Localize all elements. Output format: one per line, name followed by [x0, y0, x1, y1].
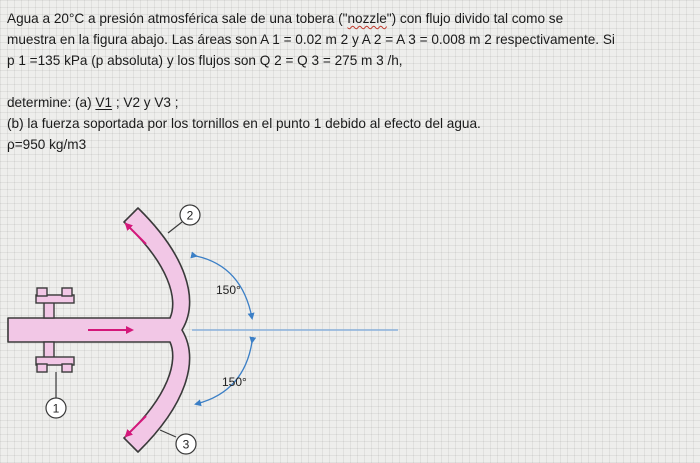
- lower-flange: [36, 342, 74, 372]
- upper-angle-label: 150°: [216, 283, 241, 297]
- problem-line-3: p 1 =135 kPa (p absoluta) y los flujos son Q 2 = Q 3 = 275 m 3 /h,: [7, 53, 403, 68]
- nozzle-diagram: [0, 190, 430, 463]
- problem-statement: [7, 8, 695, 155]
- line-4-start: determine: (a): [7, 95, 96, 110]
- problem-line-5: (b) la fuerza soportada por los tornillos en el punto 1 debido al efecto del agua.: [7, 116, 481, 131]
- lower-angle-arc: [196, 342, 252, 404]
- problem-line-6: ρ=950 kg/m3: [7, 137, 87, 152]
- line-1-start: Agua a 20°C a presión atmosférica sale de una tobera (": [7, 11, 348, 26]
- problem-line-4: [7, 92, 695, 113]
- line-1-end: ") con flujo divido tal como se: [386, 11, 564, 26]
- blank-line: [7, 71, 695, 92]
- line-4-end: ; V2 y V3 ;: [112, 95, 179, 110]
- problem-line-2: muestra en la figura abajo. Las áreas son A 1 = 0.02 m 2 y A 2 = A 3 = 0.008 m 2 respectivamente. Si: [7, 32, 615, 47]
- spellcheck-word-nozzle: nozzle: [347, 11, 387, 26]
- underlined-v1: V1: [95, 95, 113, 110]
- station-2-label: 2: [186, 208, 194, 223]
- station-3-leader: [160, 430, 176, 437]
- upper-flange: [36, 288, 74, 318]
- station-1-label: 1: [52, 401, 60, 416]
- station-2-leader: [168, 222, 182, 233]
- lower-angle-label: 150°: [222, 375, 247, 389]
- problem-line-1: [7, 8, 695, 29]
- station-3-label: 3: [182, 437, 190, 452]
